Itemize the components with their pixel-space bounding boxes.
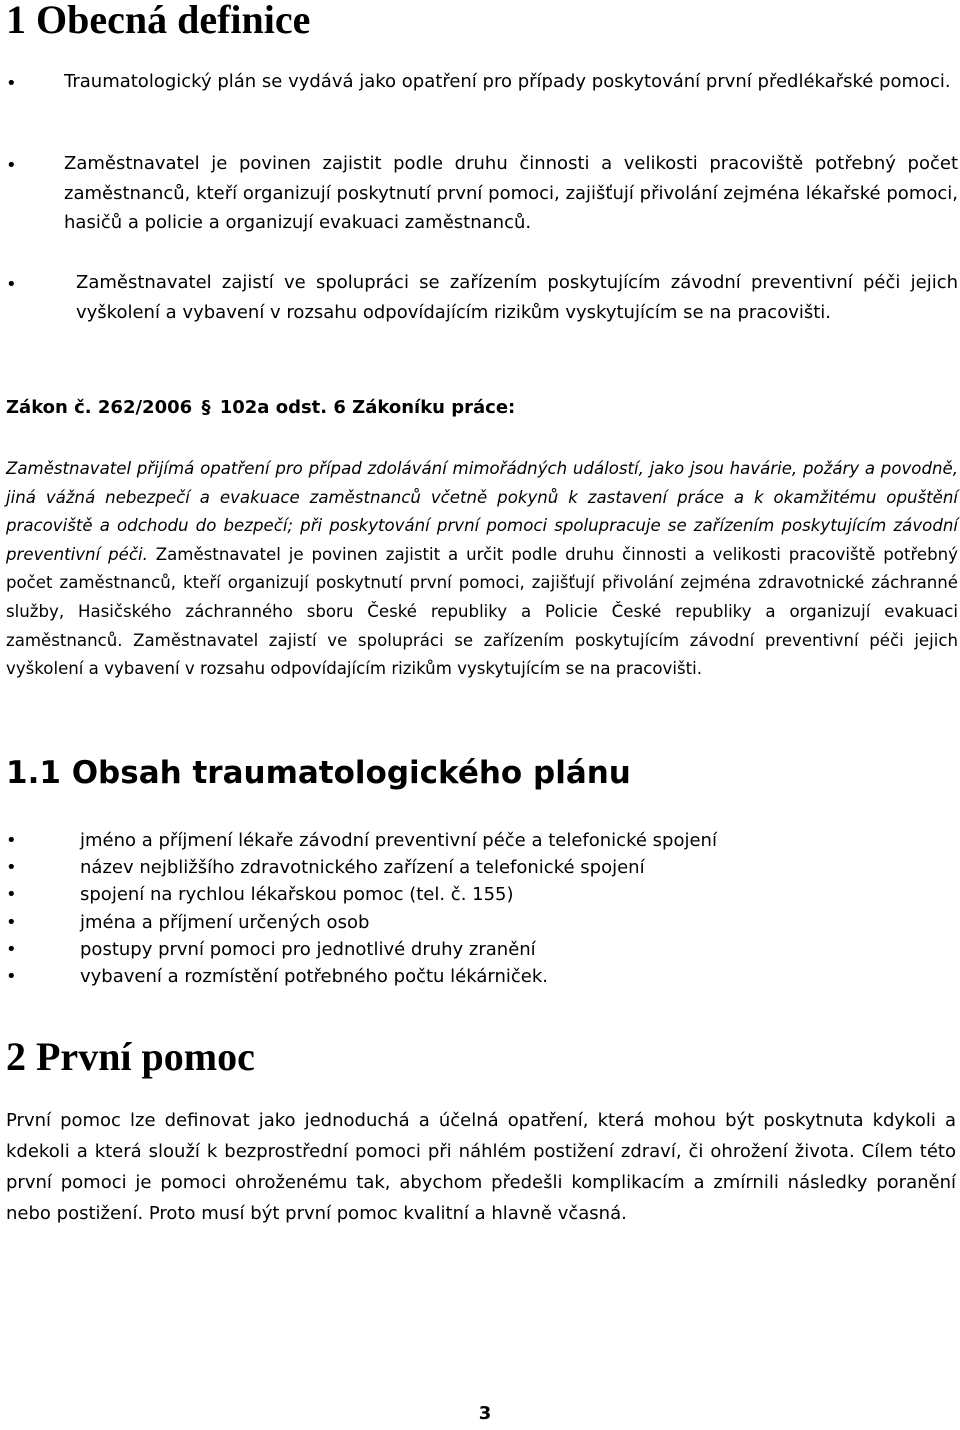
law-quote: [6, 455, 958, 684]
contents-list: [6, 827, 717, 990]
heading-obecna-definice: 1 Obecná definice: [6, 0, 311, 42]
bullet-icon: •: [6, 857, 17, 879]
list-item: • jména a příjmení určených osob: [6, 909, 717, 936]
bullet-paragraph-2: Zaměstnavatel je povinen zajistit podle druhu činnosti a velikosti pracoviště potřebný počet zaměstnanců, kteří organizují poskytnutí první pomoci, zajišťují přivolání zejména lékařské pomoci, hasičů a policie a organizují evakuaci zaměstnanců.: [64, 153, 958, 233]
bullet-icon: •: [6, 274, 17, 295]
law-heading-part-2: 102a odst. 6 Zákoníku práce:: [219, 397, 516, 418]
heading-prvni-pomoc: 2 První pomoc: [6, 1034, 255, 1079]
page-number: 3: [478, 1403, 492, 1424]
list-item: • postupy první pomoci pro jednotlivé druhy zranění: [6, 936, 717, 963]
law-quote-plain: Zaměstnavatel je povinen zajistit a určit podle druhu činnosti a velikosti pracoviště potřebný počet zaměstnanců, kteří organizují poskytnutí první pomoci, zajišťují přivolání zejména zdravotnické záchranné služby, Hasičského záchranného sboru České republiky a Policie České republiky a organizují evakuaci zaměstnanců. Zaměstnavatel zajistí ve spolupráci se zařízením poskytujícím závodní preventivní péči jejich vyškolení a vybavení v rozsahu odpovídajícím rizikům vyskytujícím se na pracovišti.: [6, 544, 958, 679]
heading-obsah-planu: 1.1 Obsah traumatologického plánu: [6, 755, 631, 791]
bullet-paragraph-3: Zaměstnavatel zajistí ve spolupráci se zařízením poskytujícím závodní preventivní péči jejich vyškolení a vybavení v rozsahu odpovídajícím rizikům vyskytujícím se na pracovišti.: [76, 272, 958, 323]
law-heading-part-1: Zákon č. 262/2006: [6, 397, 193, 418]
bullet-icon: •: [6, 911, 17, 933]
bullet-icon: •: [6, 73, 17, 94]
bullet-icon: •: [6, 884, 17, 906]
list-item: • vybavení a rozmístění potřebného počtu lékárniček.: [6, 963, 717, 990]
law-reference-heading: [6, 393, 515, 423]
bullet-icon: •: [6, 155, 17, 176]
section-sign: §: [201, 397, 211, 418]
bullet-paragraph-1: Traumatologický plán se vydává jako opatření pro případy poskytování první předlékařské pomoci.: [64, 71, 951, 92]
law-quote-italic: Zaměstnavatel přijímá opatření pro případ zdolávání mimořádných událostí, jako jsou havárie, požáry a povodně, jiná vážná nebezpečí a evakuace zaměstnanců včetně pokynů k zastavení práce a k okamžitému opuštění pracoviště a odchodu do bezpečí; při poskytování první pomoci spolupracuje se zařízením poskytujícím závodní preventivní péči.: [6, 459, 958, 564]
list-item: • jméno a příjmení lékaře závodní preventivní péče a telefonické spojení: [6, 827, 717, 854]
bullet-icon: •: [6, 965, 17, 987]
bullet-icon: •: [6, 938, 17, 960]
first-aid-paragraph: První pomoc lze definovat jako jednoduchá a účelná opatření, která mohou být poskytnuta kdykoli a kdekoli a která slouží k bezprostřední pomoci při náhlém postižení zdraví, či ohrožení života. Cílem této první pomoci je pomoci ohroženému tak, abychom předešli komplikacím a zmírnili následky poranění nebo postižení. Proto musí být první pomoc kvalitní a hlavně včasná.: [6, 1110, 956, 1224]
list-item: • název nejbližšího zdravotnického zařízení a telefonické spojení: [6, 854, 717, 881]
bullet-icon: •: [6, 830, 17, 851]
list-item: • spojení na rychlou lékařskou pomoc (tel. č. 155): [6, 881, 717, 908]
